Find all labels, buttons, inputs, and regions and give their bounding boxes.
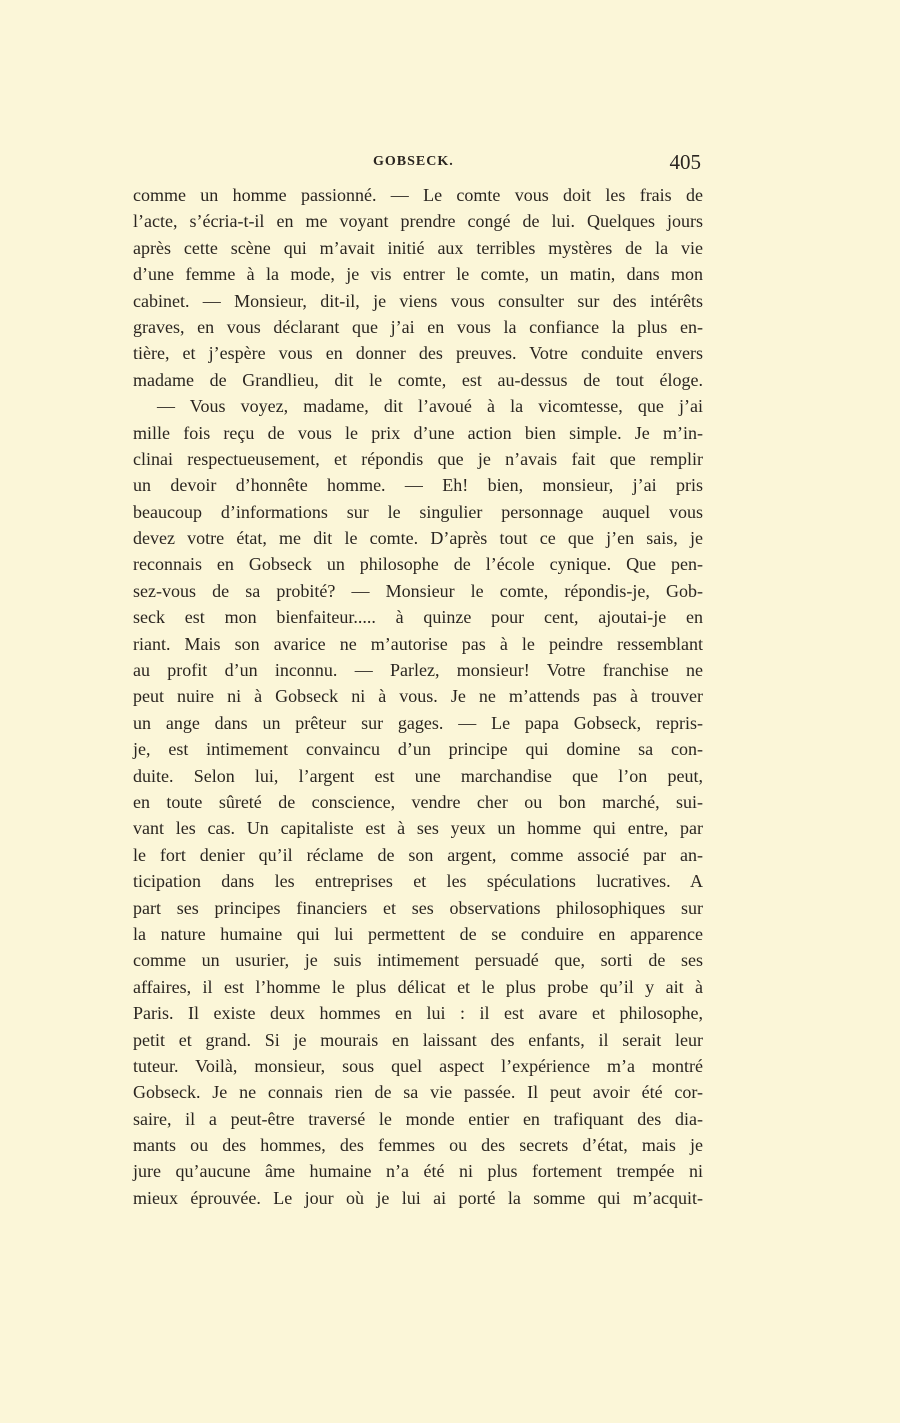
text-line: un ange dans un prêteur sur gages. — Le papa Gobseck, repris- [133, 712, 703, 733]
text-line: comme un usurier, je suis intimement persuadé que, sorti de ses [133, 950, 703, 971]
text-line: part ses principes financiers et ses observations philosophiques sur [133, 897, 703, 918]
text-line: clinai respectueusement, et répondis que je n’avais fait que remplir [133, 448, 703, 469]
text-line: un devoir d’honnête homme. — Eh! bien, monsieur, j’ai pris [133, 475, 703, 496]
text-line: saire, il a peut-être traversé le monde entier en trafiquant des dia- [133, 1108, 703, 1129]
page-header [133, 150, 703, 176]
text-line: cabinet. — Monsieur, dit-il, je viens vous consulter sur des intérêts [133, 290, 703, 311]
text-line: l’acte, s’écria-t-il en me voyant prendre congé de lui. Quelques jours [133, 211, 703, 232]
text-line: la nature humaine qui lui permettent de se conduire en apparence [133, 923, 703, 944]
text-line: d’une femme à la mode, je vis entrer le comte, un matin, dans mon [133, 264, 703, 285]
text-line: Gobseck. Je ne connais rien de sa vie passée. Il peut avoir été cor- [133, 1082, 703, 1103]
text-line: en toute sûreté de conscience, vendre cher ou bon marché, sui- [133, 791, 703, 812]
text-line: vant les cas. Un capitaliste est à ses yeux un homme qui entre, par [133, 818, 703, 839]
text-line: comme un homme passionné. — Le comte vous doit les frais de [133, 185, 703, 205]
text-line: tière, et j’espère vous en donner des preuves. Votre conduite envers [133, 343, 703, 364]
text-line: madame de Grandlieu, dit le comte, est au-dessus de tout éloge. [133, 369, 703, 390]
text-line: le fort denier qu’il réclame de son argent, comme associé par an- [133, 844, 703, 865]
text-line: sez-vous de sa probité? — Monsieur le comte, répondis-je, Gob- [133, 580, 703, 601]
text-line: petit et grand. Si je mourais en laissant des enfants, il serait leur [133, 1029, 703, 1050]
text-line: seck est mon bienfaiteur..... à quinze pour cent, ajoutai-je en [133, 607, 703, 628]
text-line: duite. Selon lui, l’argent est une marchandise que l’on peut, [133, 765, 703, 786]
page-number: 405 [669, 150, 701, 174]
text-line: Paris. Il existe deux hommes en lui : il est avare et philosophe, [133, 1003, 703, 1024]
text-line: au profit d’un inconnu. — Parlez, monsieur! Votre franchise ne [133, 660, 703, 681]
body-text [133, 182, 703, 1211]
text-line: mants ou des hommes, des femmes ou des secrets d’état, mais je [133, 1135, 703, 1156]
text-line: beaucoup d’informations sur le singulier personnage auquel vous [133, 501, 703, 522]
text-line: je, est intimement convaincu d’un principe qui domine sa con- [133, 739, 703, 760]
text-line: affaires, il est l’homme le plus délicat et le plus probe qu’il y ait à [133, 976, 703, 997]
text-line: mieux éprouvée. Le jour où je lui ai porté la somme qui m’acquit- [133, 1187, 703, 1208]
text-line: ticipation dans les entreprises et les spéculations lucratives. A [133, 871, 703, 892]
text-line: — Vous voyez, madame, dit l’avoué à la vicomtesse, que j’ai [157, 396, 703, 417]
text-line: peut nuire ni à Gobseck ni à vous. Je ne m’attends pas à trouver [133, 686, 703, 707]
text-line: riant. Mais son avarice ne m’autorise pas à le peindre ressemblant [133, 633, 703, 654]
running-title: GOBSECK. [373, 154, 454, 169]
text-line: devez votre état, me dit le comte. D’après tout ce que j’en sais, je [133, 528, 703, 549]
text-line: jure qu’aucune âme humaine n’a été ni plus fortement trempée ni [133, 1161, 703, 1182]
text-line: mille fois reçu de vous le prix d’une action bien simple. Je m’in- [133, 422, 703, 443]
text-line: graves, en vous déclarant que j’ai en vous la confiance la plus en- [133, 316, 703, 337]
text-line: après cette scène qui m’avait initié aux terribles mystères de la vie [133, 237, 703, 258]
text-line: reconnais en Gobseck un philosophe de l’école cynique. Que pen- [133, 554, 703, 575]
text-line: tuteur. Voilà, monsieur, sous quel aspect l’expérience m’a montré [133, 1055, 703, 1076]
